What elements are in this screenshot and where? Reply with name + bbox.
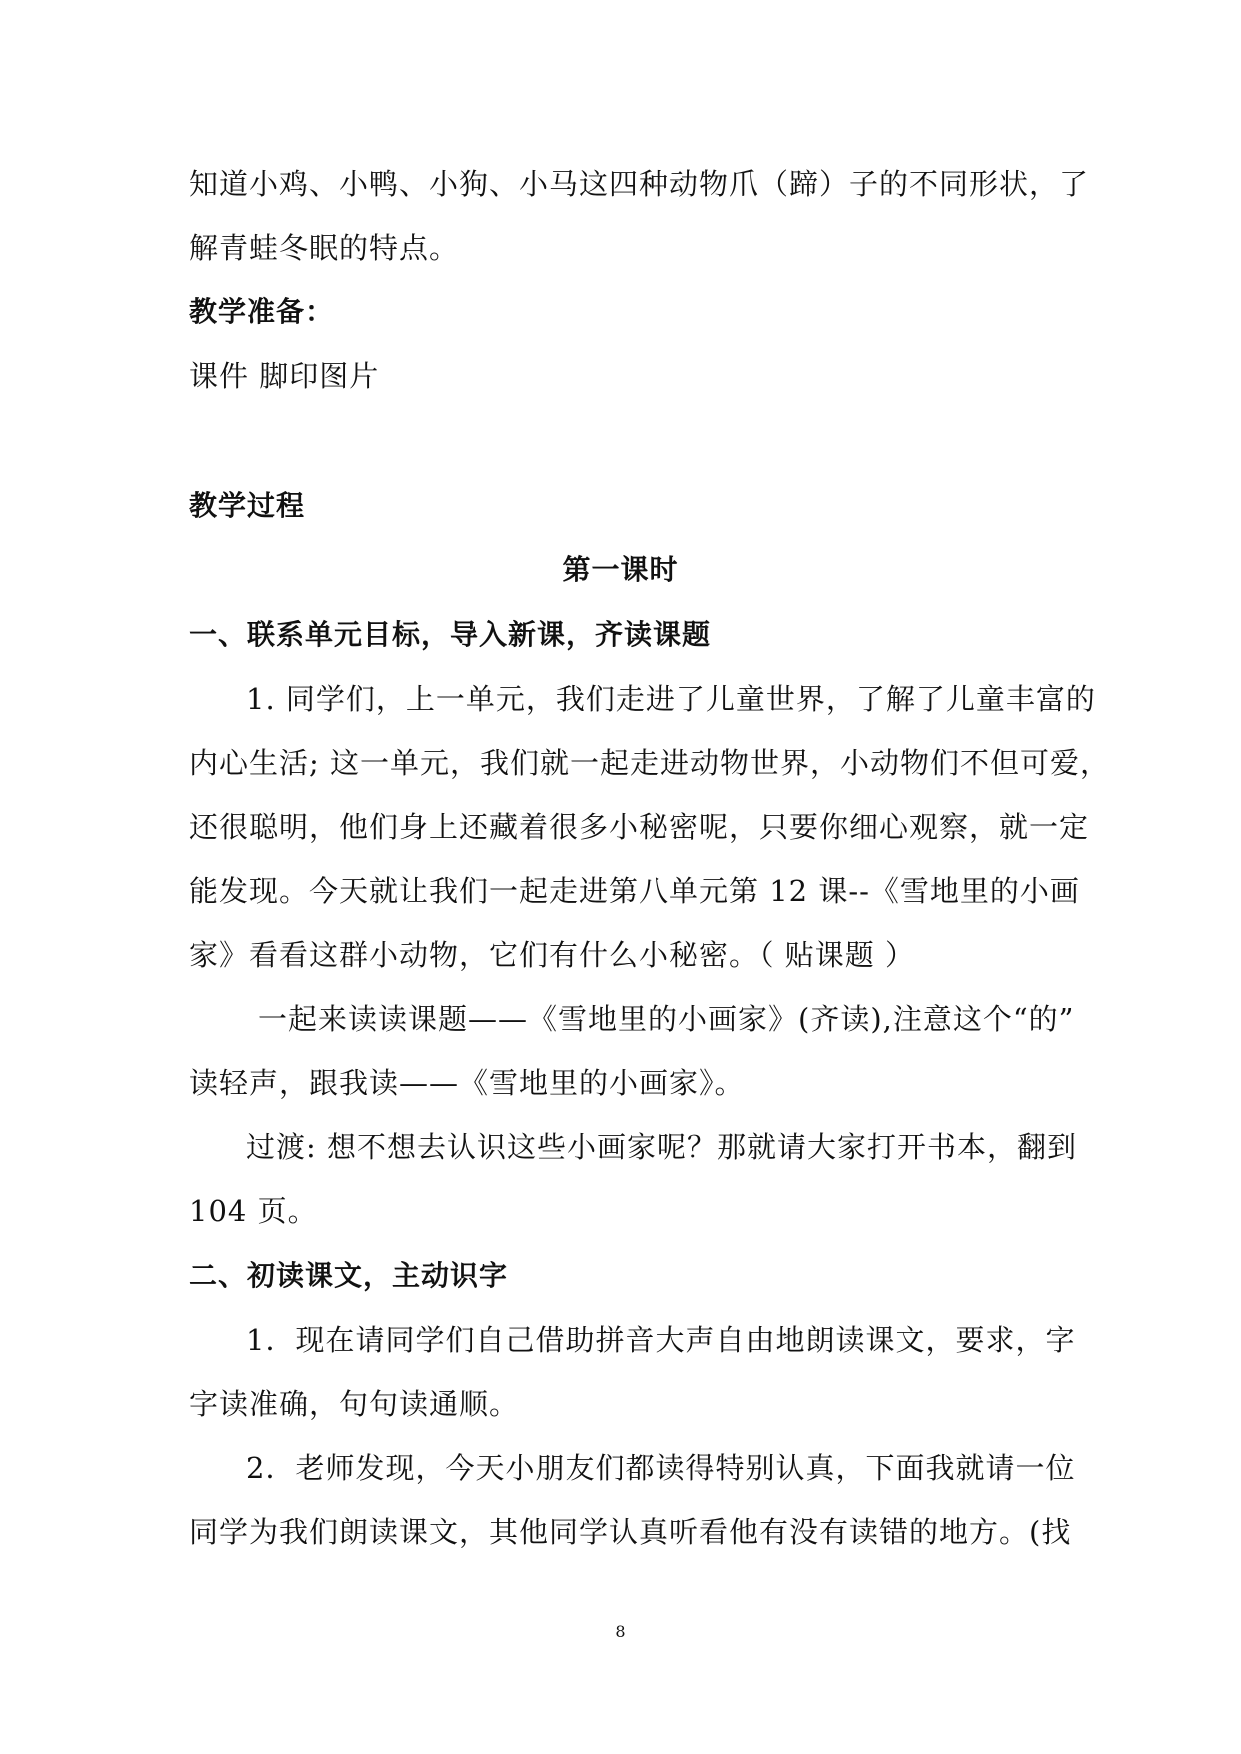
preparation-items: 课件 脚印图片 (189, 359, 380, 393)
body-text-line: 解青蛙冬眠的特点。 (189, 231, 460, 265)
body-text-line: 家》看看这群小动物，它们有什么小秘密。（ 贴课题 ） (189, 938, 915, 972)
body-text-line: 过渡: 想不想去认识这些小画家呢？那就请大家打开书本，翻到 (246, 1130, 1077, 1164)
lesson-title: 第一课时 (562, 553, 679, 586)
body-text-line: 1. 同学们，上一单元，我们走进了儿童世界，了解了儿童丰富的 (246, 682, 1096, 716)
body-text-line: 读轻声，跟我读——《雪地里的小画家》。 (189, 1066, 745, 1100)
body-text-line: 知道小鸡、小鸭、小狗、小马这四种动物爪（蹄）子的不同形状，了 (189, 167, 1090, 201)
body-text-line: 104 页。 (189, 1194, 318, 1228)
body-text-line: 能发现。今天就让我们一起走进第八单元第 12 课--《雪地里的小画 (189, 874, 1080, 908)
body-text-line: 1．现在请同学们自己借助拼音大声自由地朗读课文，要求，字 (246, 1323, 1076, 1357)
heading-teaching-process: 教学过程 (189, 489, 306, 522)
body-text-line: 字读准确，句句读通顺。 (189, 1387, 520, 1421)
body-text-line: 同学为我们朗读课文，其他同学认真听看他有没有读错的地方。(找 (189, 1515, 1072, 1549)
body-text-line: 一起来读读课题——《雪地里的小画家》(齐读),注意这个“的” (258, 1002, 1075, 1036)
heading-teaching-preparation: 教学准备： (189, 295, 335, 328)
body-text-line: 还很聪明，他们身上还藏着很多小秘密呢，只要你细心观察，就一定 (189, 810, 1090, 844)
section-heading-2: 二、初读课文，主动识字 (189, 1259, 509, 1292)
page-number: 8 (615, 1622, 626, 1641)
section-heading-1: 一、联系单元目标，导入新课，齐读课题 (189, 618, 712, 651)
body-text-line: 内心生活; 这一单元，我们就一起走进动物世界，小动物们不但可爱， (189, 746, 1110, 780)
body-text-line: 2．老师发现，今天小朋友们都读得特别认真，下面我就请一位 (246, 1451, 1076, 1485)
